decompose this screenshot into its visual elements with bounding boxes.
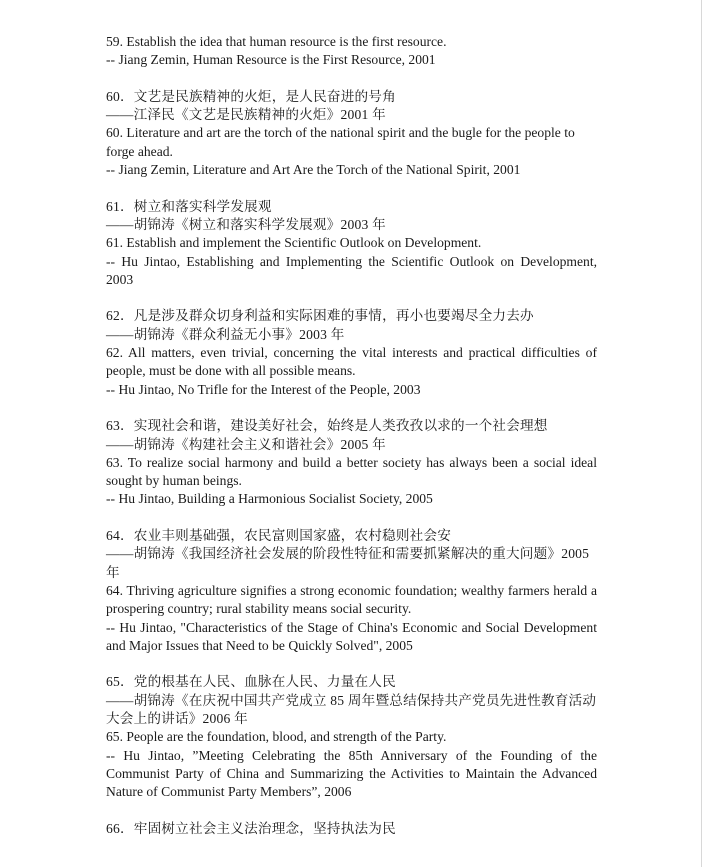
entry-chinese-text: 62．凡是涉及群众切身利益和实际困难的事情，再小也要竭尽全力去办: [106, 308, 534, 324]
entry-chinese-text: 61．树立和落实科学发展观: [106, 198, 272, 214]
entry-chinese-attribution: ——胡锦涛《树立和落实科学发展观》2003 年: [106, 216, 386, 232]
entry-english-text: 64. Thriving agriculture signifies a strong economic foundation; wealthy farmers herald a prospering country; rural stability means social security.: [106, 582, 597, 617]
entry-english-text: 65. People are the foundation, blood, and strength of the Party.: [106, 729, 447, 745]
entry-63: [106, 417, 597, 508]
entry-chinese-text: 60．文艺是民族精神的火炬，是人民奋进的号角: [106, 88, 396, 104]
entry-english-attribution: -- Jiang Zemin, Human Resource is the First Resource, 2001: [106, 52, 436, 68]
entry-english-attribution: -- Hu Jintao, No Trifle for the Interest of the People, 2003: [106, 381, 421, 397]
entry-english-attribution: -- Hu Jintao, Establishing and Implementing the Scientific Outlook on Development, 2003: [106, 253, 597, 287]
entry-62: [106, 307, 597, 398]
entry-english-attribution: -- Jiang Zemin, Literature and Art Are the Torch of the National Spirit, 2001: [106, 162, 521, 178]
entry-chinese-text: 65．党的根基在人民、血脉在人民、力量在人民: [106, 674, 396, 690]
entry-english-attribution: -- Hu Jintao, "Characteristics of the Stage of China's Economic and Social Development and Major Issues that Need to be Quickly Solved", 2005: [106, 619, 597, 653]
entry-chinese-attribution: ——江泽民《文艺是民族精神的火炬》2001 年: [106, 107, 386, 123]
entry-english-text: 59. Establish the idea that human resource is the first resource.: [106, 34, 447, 49]
entry-english-attribution: -- Hu Jintao, Building a Harmonious Socialist Society, 2005: [106, 491, 433, 507]
entry-chinese-text: 63．实现社会和谐，建设美好社会，始终是人类孜孜以求的一个社会理想: [106, 418, 548, 434]
entry-chinese-text: 64．农业丰则基础强，农民富则国家盛，农村稳则社会安: [106, 528, 452, 544]
entry-65: [106, 673, 597, 801]
entry-english-text: 62. All matters, even trivial, concerning the vital interests and practical difficulties of people, must be done with all possible means.: [106, 345, 597, 379]
entry-61: [106, 198, 597, 289]
entry-chinese-attribution: ——胡锦涛《在庆祝中国共产党成立 85 周年暨总结保持共产党员先进性教育活动大会上的讲话》2006 年: [106, 692, 597, 726]
entry-chinese-text: 66．牢固树立社会主义法治理念，坚持执法为民: [106, 820, 396, 836]
entry-chinese-attribution: ——胡锦涛《群众利益无小事》2003 年: [106, 326, 345, 342]
entry-chinese-attribution: ——胡锦涛《我国经济社会发展的阶段性特征和需要抓紧解决的重大问题》2005 年: [106, 546, 590, 580]
entry-66: [106, 820, 597, 840]
entry-60: [106, 88, 597, 179]
entry-chinese-attribution: ——胡锦涛《构建社会主义和谐社会》2005 年: [106, 436, 386, 452]
quotation-list: [106, 33, 597, 858]
entry-english-text: 63. To realize social harmony and build a better society has always been a social ideal sought by human beings.: [106, 454, 597, 489]
entry-59: [106, 33, 597, 70]
entry-english-attribution: -- Hu Jintao, ”Meeting Celebrating the 85th Anniversary of the Founding of the Communist Party of China and Summarizing the Activities to Maintain the Advanced Nature of Communist Party Members”, 2006: [106, 747, 597, 800]
entry-english-text: 60. Literature and art are the torch of the national spirit and the bugle for the people to forge ahead.: [106, 125, 575, 159]
entry-english-text: 61. Establish and implement the Scientific Outlook on Development.: [106, 235, 482, 251]
entry-64: [106, 527, 597, 655]
